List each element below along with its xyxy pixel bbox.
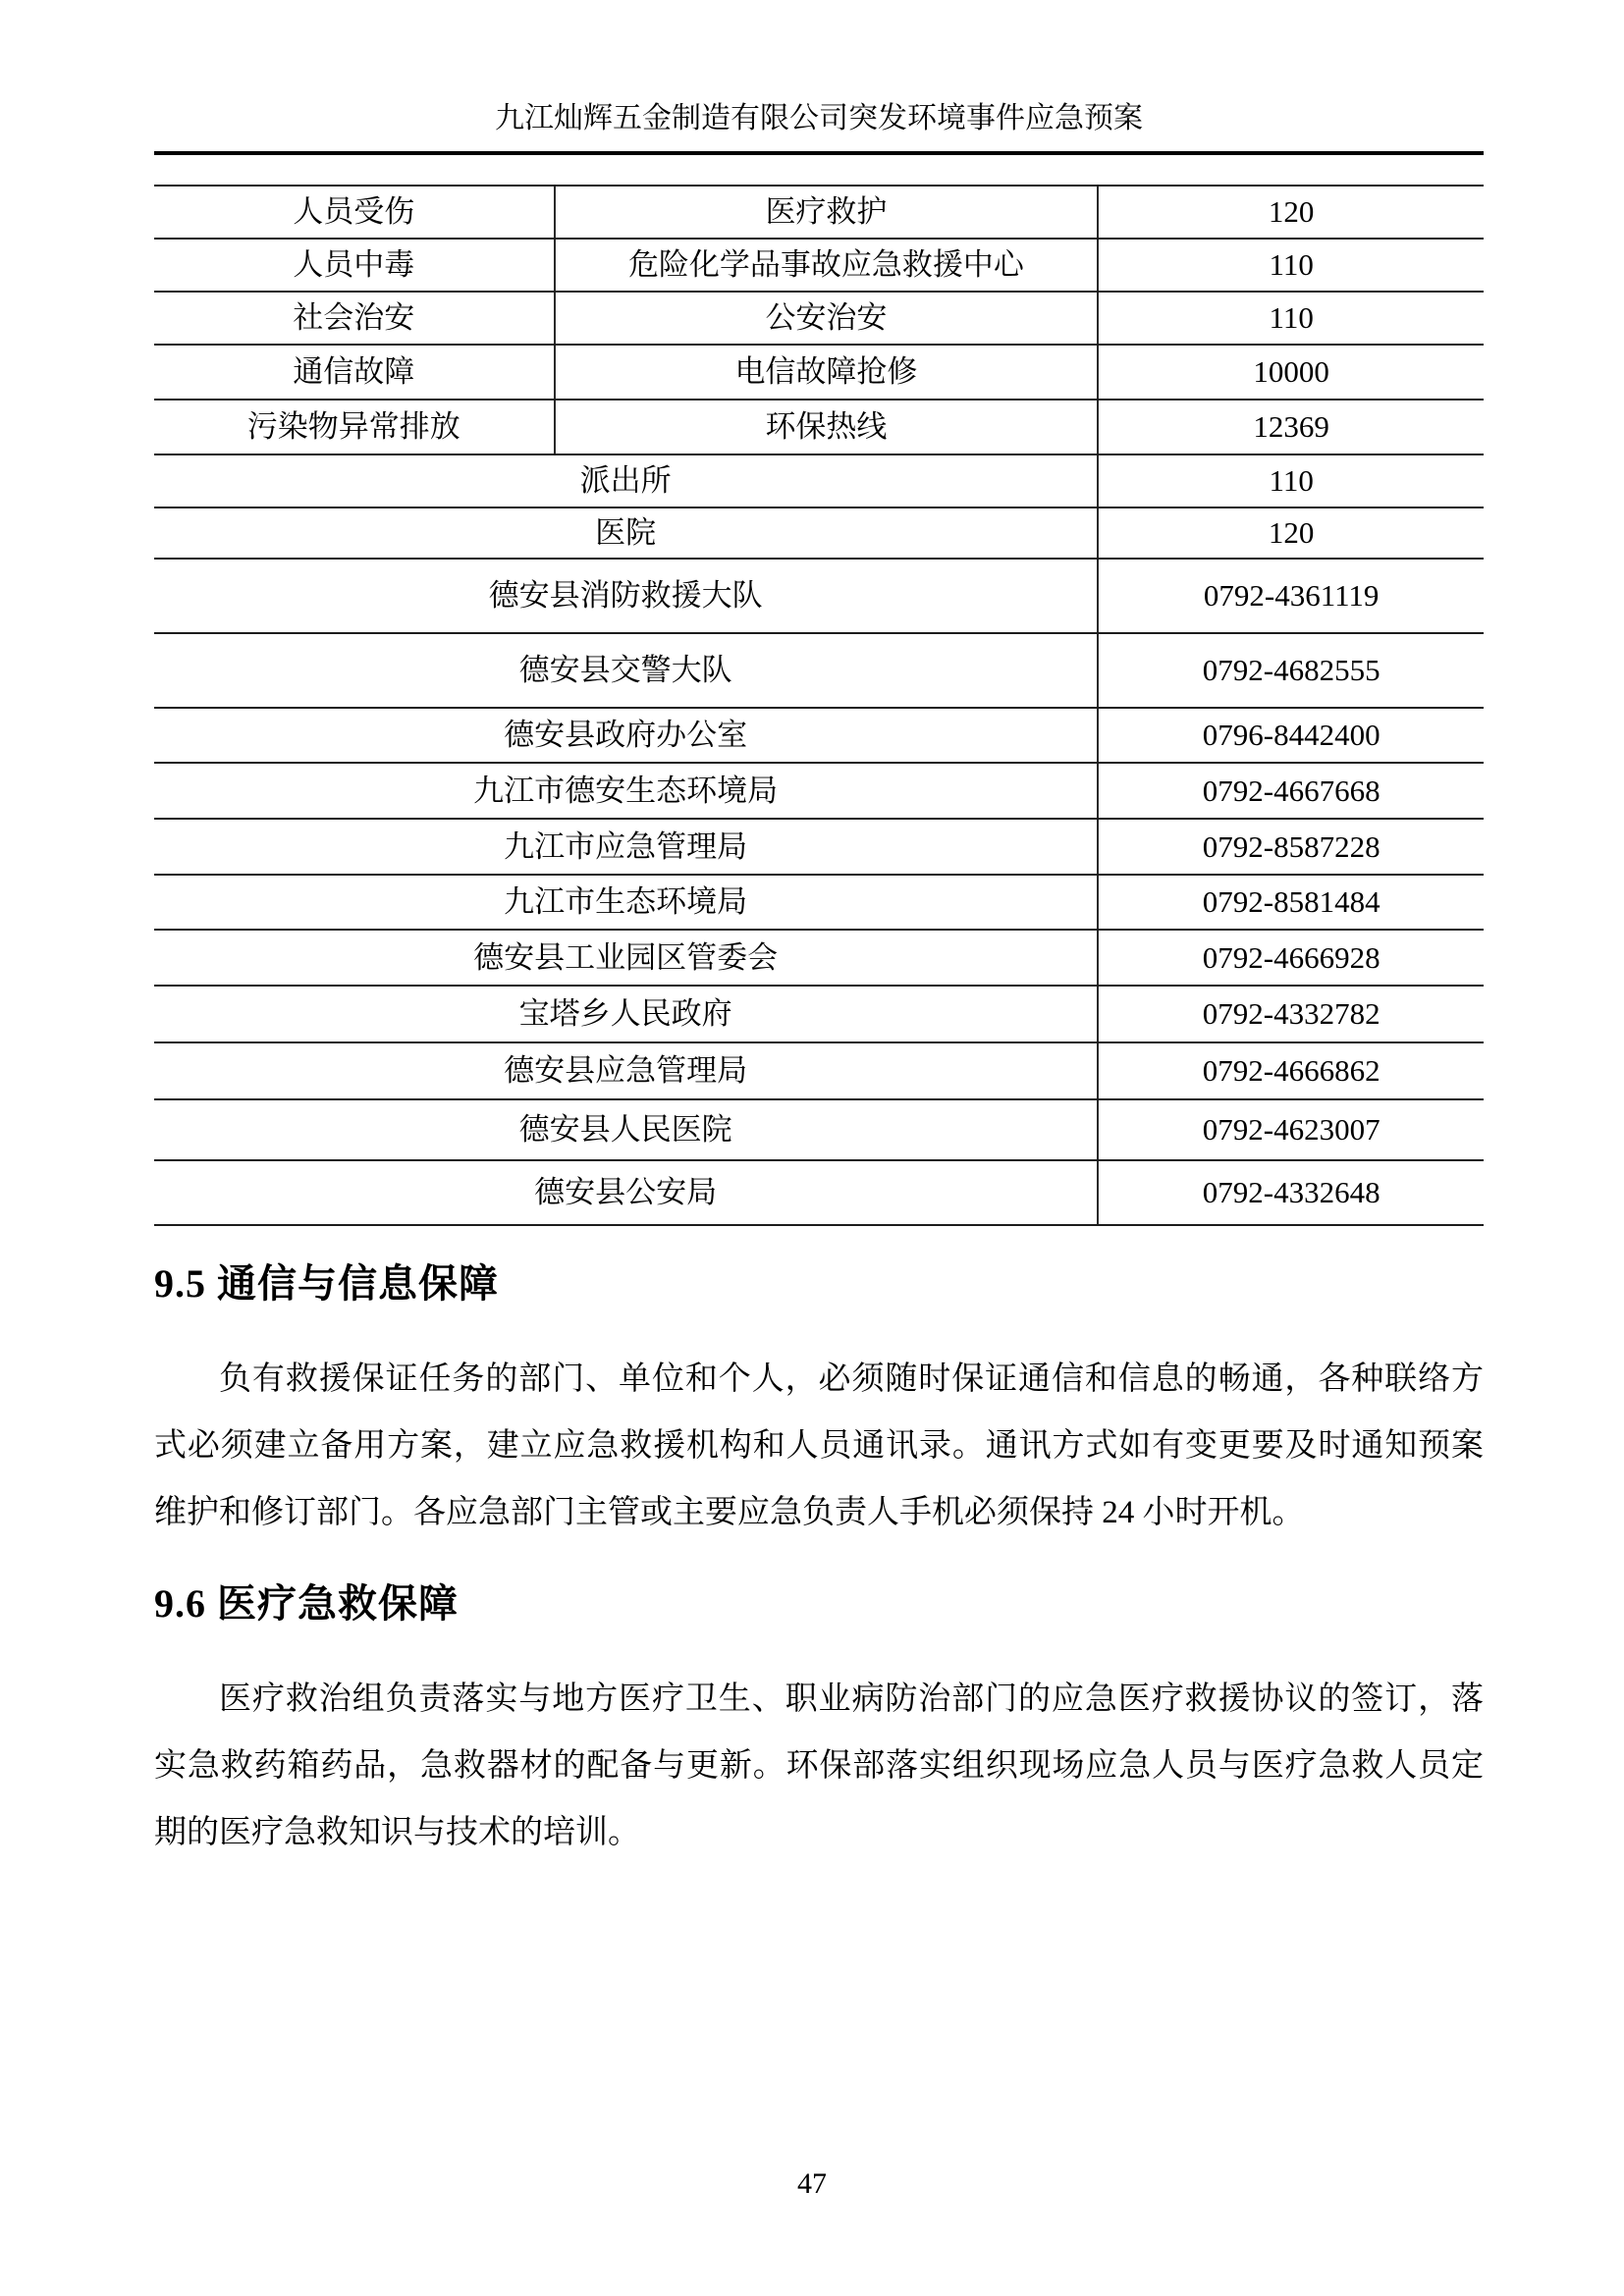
table-cell-phone: 0792-4332648 — [1098, 1160, 1484, 1225]
table-cell-unit: 电信故障抢修 — [555, 345, 1099, 400]
table-cell-phone: 0792-4666862 — [1098, 1042, 1484, 1099]
table-cell-phone: 0792-8587228 — [1098, 819, 1484, 875]
table-cell-phone: 12369 — [1098, 400, 1484, 454]
table-row — [154, 239, 1484, 292]
table-cell-phone: 0796-8442400 — [1098, 708, 1484, 763]
table-row — [154, 559, 1484, 633]
table-cell-phone: 120 — [1098, 186, 1484, 239]
table-cell-unit: 医疗救护 — [555, 186, 1099, 239]
table-cell-phone: 0792-4623007 — [1098, 1099, 1484, 1160]
table-row — [154, 345, 1484, 400]
table-cell-unit: 德安县人民医院 — [154, 1099, 1098, 1160]
table-cell-phone: 0792-4667668 — [1098, 763, 1484, 819]
table-cell-unit: 德安县交警大队 — [154, 633, 1098, 708]
table-row — [154, 986, 1484, 1042]
table-cell-unit: 医院 — [154, 507, 1098, 559]
table-cell-unit: 派出所 — [154, 454, 1098, 507]
table-cell-phone: 0792-4666928 — [1098, 930, 1484, 986]
table-cell-event: 污染物异常排放 — [154, 400, 555, 454]
table-row — [154, 1099, 1484, 1160]
table-cell-unit: 德安县应急管理局 — [154, 1042, 1098, 1099]
table-row — [154, 633, 1484, 708]
paragraph-line: 期的医疗急救知识与技术的培训。 — [154, 1815, 640, 1850]
section-heading-9-6: 9.6 医疗急救保障 — [154, 1581, 459, 1626]
table-cell-unit: 九江市应急管理局 — [154, 819, 1098, 875]
table-cell-unit: 环保热线 — [555, 400, 1099, 454]
table-cell-phone: 0792-4682555 — [1098, 633, 1484, 708]
table-row — [154, 930, 1484, 986]
table-cell-event: 人员中毒 — [154, 239, 555, 292]
header-rule — [154, 151, 1484, 155]
page-footer — [0, 2167, 1624, 2201]
table-row — [154, 1160, 1484, 1225]
table-cell-phone: 0792-8581484 — [1098, 875, 1484, 930]
table-row — [154, 763, 1484, 819]
table-row — [154, 292, 1484, 345]
paragraph-line: 负有救援保证任务的部门、单位和个人，必须随时保证通信和信息的畅通，各种联络方 — [219, 1362, 1484, 1397]
section-paragraph-9-6 — [154, 1666, 1484, 1866]
table-cell-event: 社会治安 — [154, 292, 555, 345]
emergency-contact-table — [154, 185, 1484, 1226]
table-row — [154, 400, 1484, 454]
section-paragraph-9-5 — [154, 1346, 1484, 1546]
table-cell-unit: 德安县政府办公室 — [154, 708, 1098, 763]
table-cell-phone: 120 — [1098, 507, 1484, 559]
table-cell-event: 人员受伤 — [154, 186, 555, 239]
page-header — [154, 0, 1484, 155]
table-row — [154, 507, 1484, 559]
table-cell-unit: 宝塔乡人民政府 — [154, 986, 1098, 1042]
table-cell-unit: 公安治安 — [555, 292, 1099, 345]
paragraph-line: 式必须建立备用方案，建立应急救援机构和人员通讯录。通讯方式如有变更要及时通知预案 — [154, 1428, 1484, 1464]
paragraph-line: 医疗救治组负责落实与地方医疗卫生、职业病防治部门的应急医疗救援协议的签订，落 — [219, 1682, 1484, 1717]
table-cell-unit: 德安县工业园区管委会 — [154, 930, 1098, 986]
table-cell-phone: 110 — [1098, 239, 1484, 292]
table-row — [154, 875, 1484, 930]
page-title: 九江灿辉五金制造有限公司突发环境事件应急预案 — [495, 102, 1143, 134]
table-cell-unit: 九江市德安生态环境局 — [154, 763, 1098, 819]
table-cell-unit: 九江市生态环境局 — [154, 875, 1098, 930]
table-cell-unit: 德安县公安局 — [154, 1160, 1098, 1225]
table-cell-unit: 危险化学品事故应急救援中心 — [555, 239, 1099, 292]
table-row — [154, 186, 1484, 239]
table-row — [154, 454, 1484, 507]
paragraph-line: 实急救药箱药品，急救器材的配备与更新。环保部落实组织现场应急人员与医疗急救人员定 — [154, 1748, 1484, 1784]
table-row — [154, 819, 1484, 875]
table-cell-phone: 110 — [1098, 292, 1484, 345]
table-cell-phone: 0792-4332782 — [1098, 986, 1484, 1042]
table-cell-phone: 0792-4361119 — [1098, 559, 1484, 633]
page-number: 47 — [797, 2167, 827, 2200]
table-row — [154, 1042, 1484, 1099]
table-cell-unit: 德安县消防救援大队 — [154, 559, 1098, 633]
paragraph-line: 维护和修订部门。各应急部门主管或主要应急负责人手机必须保持 24 小时开机。 — [154, 1495, 1305, 1530]
table-cell-event: 通信故障 — [154, 345, 555, 400]
table-cell-phone: 110 — [1098, 454, 1484, 507]
section-heading-9-5: 9.5 通信与信息保障 — [154, 1261, 499, 1306]
table-row — [154, 708, 1484, 763]
table-cell-phone: 10000 — [1098, 345, 1484, 400]
